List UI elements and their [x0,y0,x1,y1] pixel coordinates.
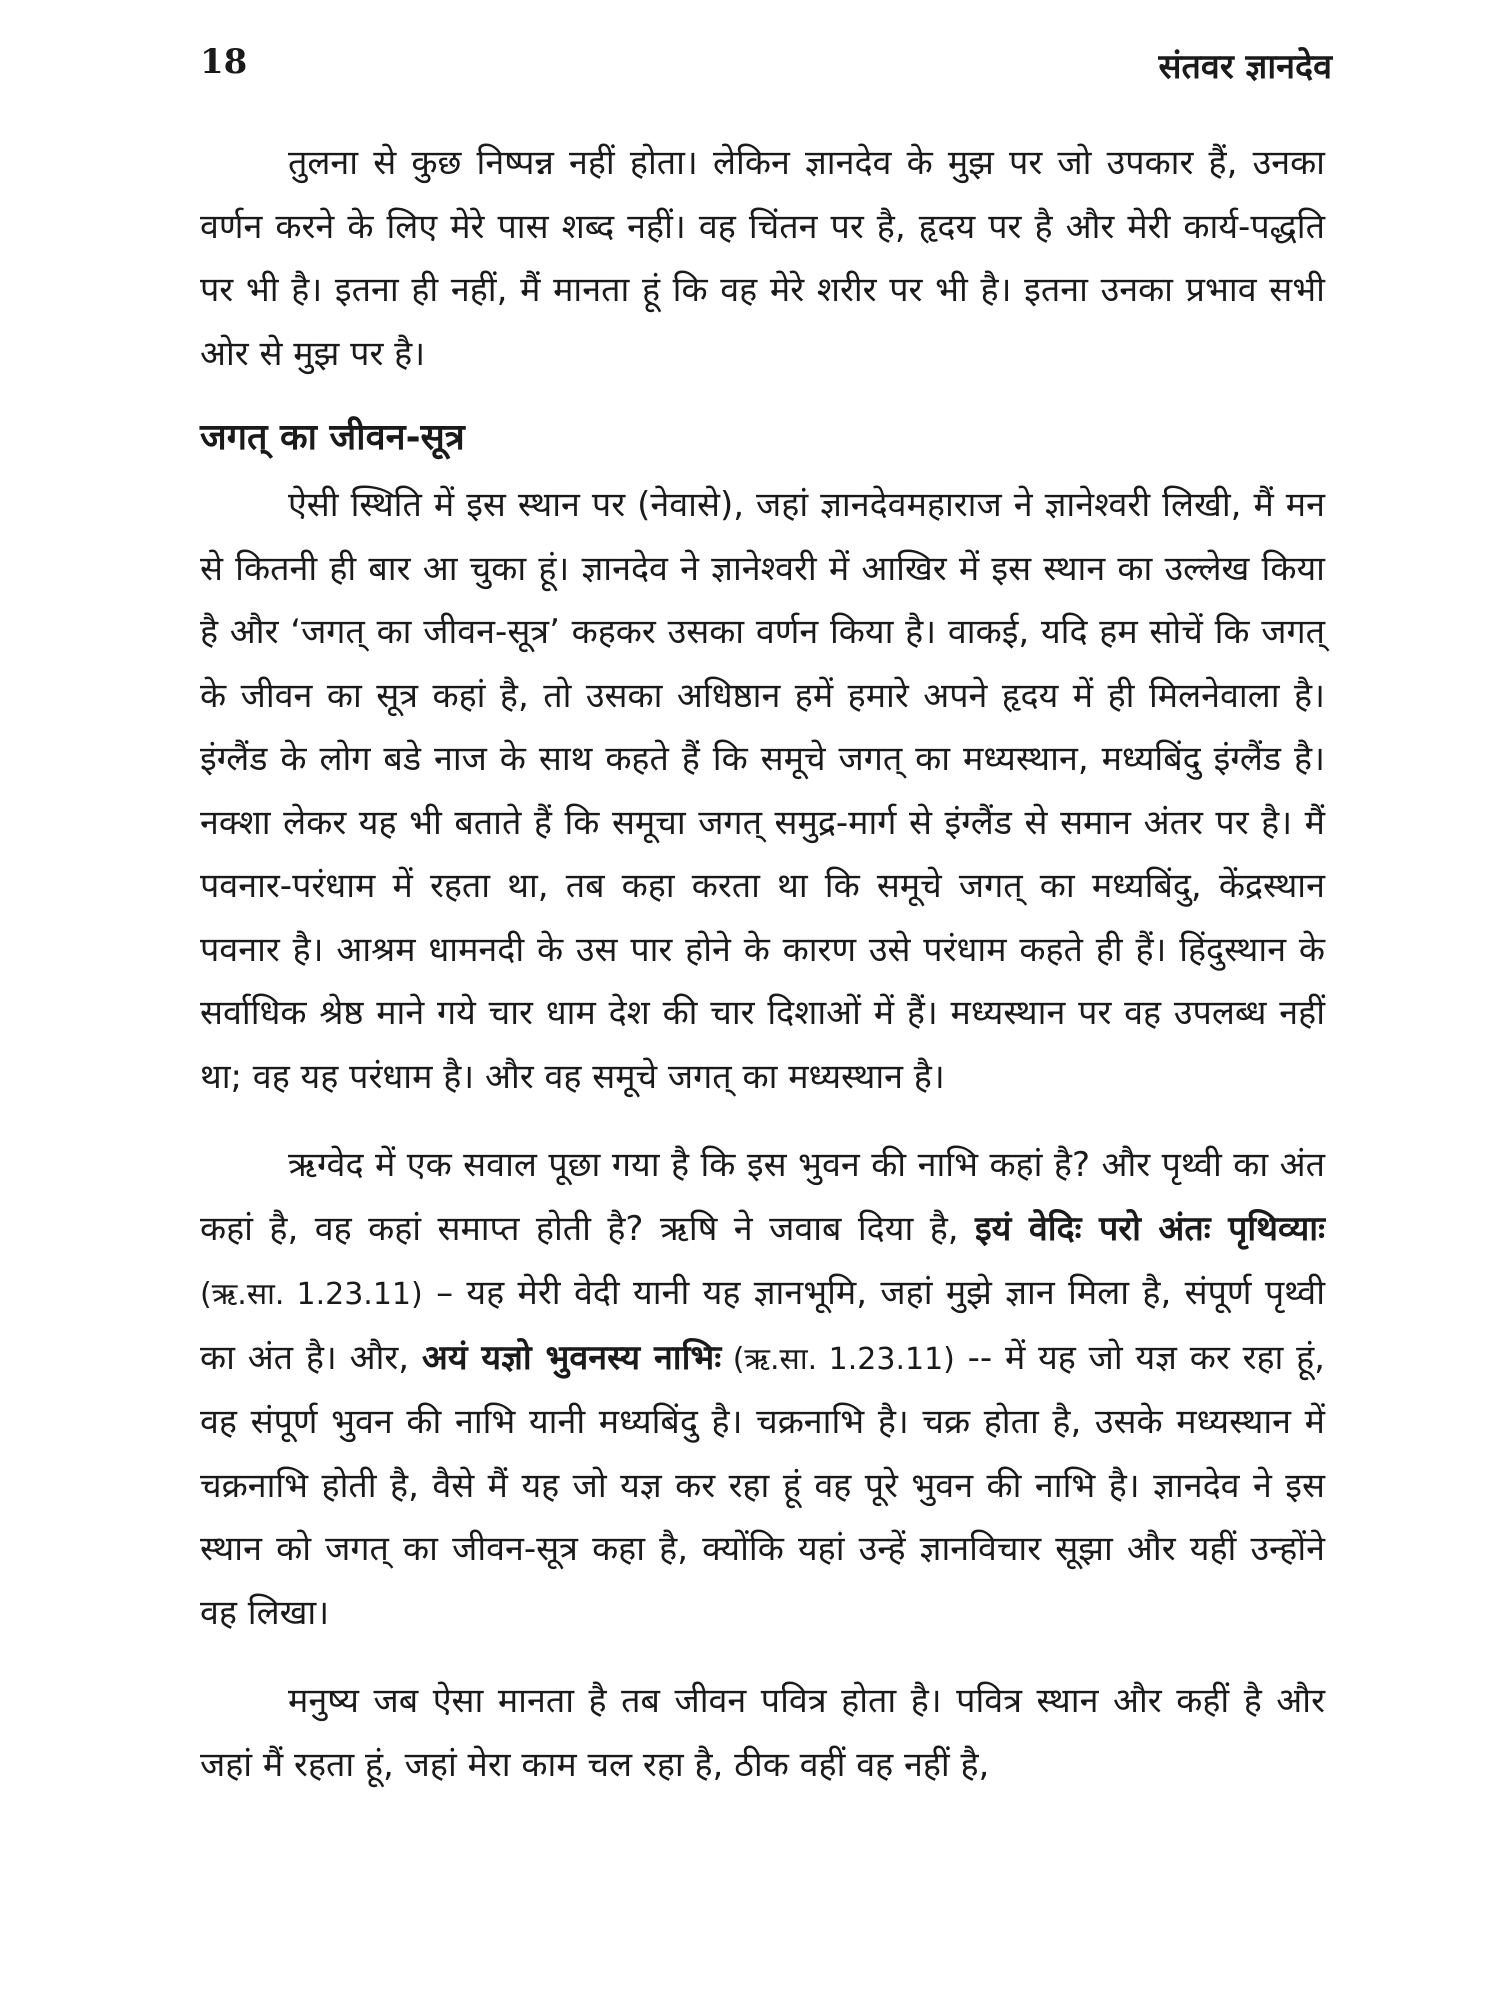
verse-reference-2: (ऋ.सा. 1.23.11) [721,1341,955,1377]
paragraph-3-text-a: ऋग्वेद में एक सवाल पूछा गया है कि इस भुवन की नाभि कहां है? और पृथ्वी का अंत कहां है, वह कहां समाप्त होती है? ऋषि ने जवाब दिया है, [200,1145,1325,1249]
paragraph-4: मनुष्य जब ऐसा मानता है तब जीवन पवित्र होता है। पवित्र स्थान और कहीं है और जहां मैं रहता हूं, जहां मेरा काम चल रहा है, ठीक वहीं वह नहीं है, [200,1681,1325,1785]
paragraph-3-text-c: -- में यह जो यज्ञ कर रहा हूं, वह संपूर्ण भुवन की नाभि यानी मध्यबिंदु है। चक्रनाभि है। चक्र होता है, उसके मध्यस्थान में चक्रनाभि होती है, वैसे मैं यह जो यज्ञ कर रहा हूं वह पूरे भुवन की नाभि है। ज्ञानदेव ने इस स्थान को जगत् का जीवन-सूत्र कहा है, क्योंकि यहां उन्हें ज्ञानविचार सूझा और यहीं उन्होंने वह लिखा। [200,1337,1325,1633]
section-heading: जगत् का जीवन-सूत्र [200,417,465,458]
verse-quote-2: अयं यज्ञो भुवनस्य नाभिः [421,1337,722,1378]
page-number: 18 [200,42,248,82]
paragraph-3-text-b: – यह मेरी वेदी यानी यह ज्ञानभूमि, जहां मुझे ज्ञान मिला है, संपूर्ण पृथ्वी का अंत है। और, [200,1273,1326,1378]
page-body [200,132,1325,1797]
verse-quote-1: इयं वेदिः परो अंतः पृथिव्याः [974,1208,1325,1249]
paragraph-1: तुलना से कुछ निष्पन्न नहीं होता। लेकिन ज्ञानदेव के मुझ पर जो उपकार हैं, उनका वर्णन करने के लिए मेरे पास शब्द नहीं। वह चिंतन पर है, हृदय पर है और मेरी कार्य-पद्धति पर भी है। इतना ही नहीं, मैं मानता हूं कि वह मेरे शरीर पर भी है। इतना उनका प्रभाव सभी ओर से मुझ पर है। [200,143,1325,374]
verse-reference-1: (ऋ.सा. 1.23.11) [200,1277,423,1312]
paragraph-2: ऐसी स्थिति में इस स्थान पर (नेवासे), जहां ज्ञानदेवमहाराज ने ज्ञानेश्वरी लिखी, मैं मन से कितनी ही बार आ चुका हूं। ज्ञानदेव ने ज्ञानेश्वरी में आखिर में इस स्थान का उल्लेख किया है और ‘जगत् का जीवन-सूत्र’ कहकर उसका वर्णन किया है। वाकई, यदि हम सोचें कि जगत् के जीवन का सूत्र कहां है, तो उसका अधिष्ठान हमें हमारे अपने हृदय में ही मिलनेवाला है। इंग्लैंड के लोग बडे नाज के साथ कहते हैं कि समूचे जगत् का मध्यस्थान, मध्यबिंदु इंग्लैंड है। नक्शा लेकर यह भी बताते हैं कि समूचा जगत् समुद्र-मार्ग से इंग्लैंड से समान अंतर पर है। मैं पवनार-परंधाम में रहता था, तब कहा करता था कि समूचे जगत् का मध्यबिंदु, केंद्रस्थान पवनार है। आश्रम धामनदी के उस पार होने के कारण उसे परंधाम कहते ही हैं। हिंदुस्थान के सर्वाधिक श्रेष्ठ माने गये चार धाम देश की चार दिशाओं में हैं। मध्यस्थान पर वह उपलब्ध नहीं था; वह यह परंधाम है। और वह समूचे जगत् का मध्यस्थान है। [200,485,1325,1097]
paragraph-3 [200,1134,1325,1645]
running-head: संतवर ज्ञानदेव [1158,47,1332,87]
